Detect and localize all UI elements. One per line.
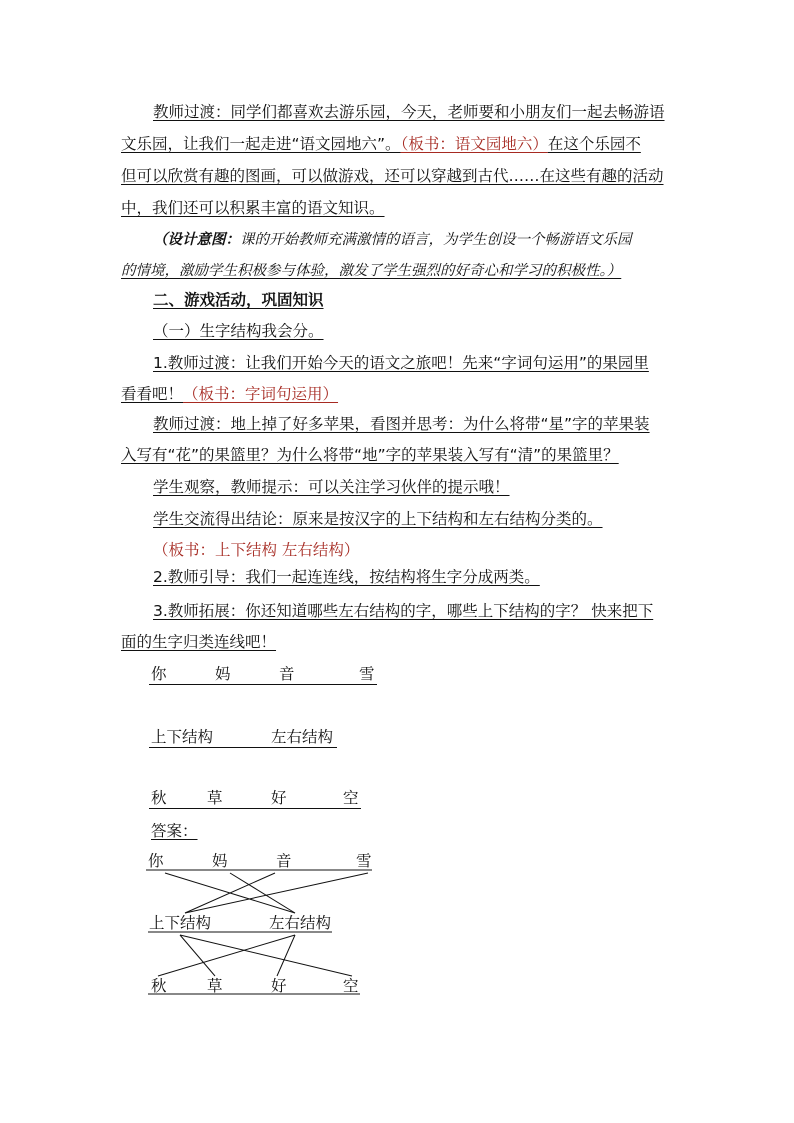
exercise-category-1: 上下结构 (151, 728, 214, 746)
exercise-top-char-1: 你 (151, 665, 167, 683)
link-yin-shangxia (185, 873, 275, 913)
item1-line1: 1.教师过渡：让我们开始今天的语文之旅吧！先来“字词句运用”的果园里 (153, 354, 649, 372)
para1-line3: 但可以欣赏有趣的图画，可以做游戏，还可以穿越到古代……在这些有趣的活动 (121, 167, 664, 185)
exercise-category-2: 左右结构 (271, 728, 334, 746)
answer-label: 答案： (151, 822, 198, 840)
link-zuoyou-qiu (158, 935, 295, 976)
answer-top-char-1: 你 (148, 852, 164, 870)
link-zuoyou-hao (277, 935, 295, 976)
answer-category-1: 上下结构 (149, 914, 212, 932)
answer-bottom-char-4: 空 (343, 977, 359, 995)
exercise-top-char-2: 妈 (215, 665, 231, 683)
link-shangxia-kong (180, 935, 352, 976)
subsection-title: （一）生字结构我会分。 (153, 322, 324, 340)
para1-line4: 中，我们还可以积累丰富的语文知识。 (121, 199, 385, 217)
answer-top-char-4: 雪 (356, 852, 372, 870)
section-title: 二、游戏活动，巩固知识 (153, 291, 324, 309)
answer-category-2: 左右结构 (269, 914, 332, 932)
transition-line2: 入写有“花”的果篮里？为什么将带“地”字的苹果装入写有“清”的果篮里？ (121, 446, 619, 464)
design-intent-label: （设计意图： (153, 232, 240, 248)
answer-bottom-char-1: 秋 (151, 977, 167, 995)
exercise-bottom-char-2: 草 (207, 789, 223, 807)
exercise-top-char-3: 音 (279, 665, 295, 683)
exercise-bottom-char-4: 空 (343, 789, 359, 807)
observe-line: 学生观察，教师提示：可以关注学习伙伴的提示哦！ (153, 478, 510, 496)
item2-line: 2.教师引导：我们一起连连线，按结构将生字分成两类。 (153, 568, 540, 586)
para1-line1: 教师过渡：同学们都喜欢去游乐园，今天，老师要和小朋友们一起去畅游语 (153, 103, 665, 121)
answer-top-char-3: 音 (276, 852, 292, 870)
board-note-structures: （板书：上下结构 左右结构） (153, 541, 360, 559)
exercise-bottom-char-1: 秋 (151, 789, 167, 807)
exercise-top-char-4: 雪 (359, 665, 375, 683)
item3-line2: 面的生字归类连线吧！ (121, 633, 277, 651)
design-intent-line2: 的情境，激励学生积极参与体验，激发了学生强烈的好奇心和学习的积极性。） (121, 263, 622, 279)
answer-bottom-char-3: 好 (271, 977, 287, 995)
answer-top-char-2: 妈 (212, 852, 228, 870)
item1-line2-text: 看看吧！ (121, 385, 184, 403)
exercise-bottom-char-3: 好 (271, 789, 287, 807)
para1-line2-text: 文乐园，让我们一起走进“语文园地六”。 (121, 135, 401, 153)
conclusion-line: 学生交流得出结论：原来是按汉字的上下结构和左右结构分类的。 (153, 510, 603, 528)
para1-line2-tail: 在这个乐园不 (547, 135, 641, 153)
item3-line1: 3.教师拓展：你还知道哪些左右结构的字，哪些上下结构的字？ 快来把下 (153, 602, 654, 620)
board-note-zicijuyunyong: （板书：字词句运用） (183, 385, 339, 403)
link-shangxia-cao (180, 935, 215, 976)
design-intent-text1: 课的开始教师充满激情的语言，为学生创设一个畅游语文乐园 (240, 232, 632, 248)
transition-line1: 教师过渡：地上掉了好多苹果，看图并思考：为什么将带“星”字的苹果装 (153, 415, 650, 433)
answer-bottom-char-2: 草 (207, 977, 223, 995)
board-note-yuwenyuandi: （板书：语文园地六） (400, 135, 548, 153)
